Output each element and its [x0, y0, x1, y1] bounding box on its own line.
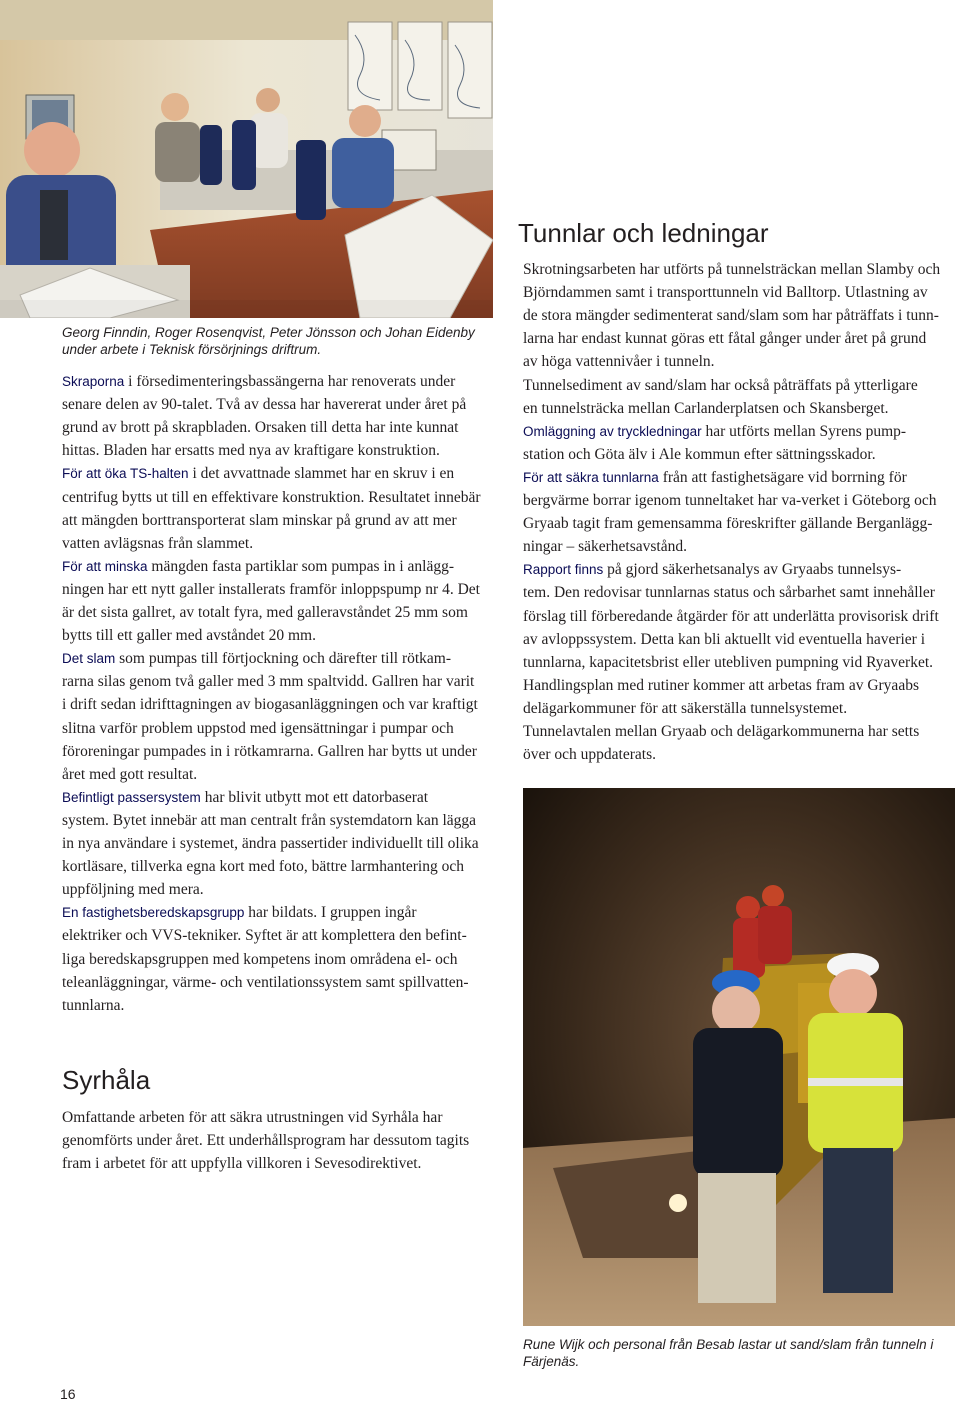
body-text-line	[523, 376, 918, 396]
body-text-line	[523, 260, 940, 280]
line-text: rarna silas genom två galler med 3 mm spaltvidd. Gallren har varit	[62, 673, 475, 691]
line-text: av avloppssystem. Detta kan bli aktuellt vid eventuella haverier i	[523, 630, 926, 648]
line-text: vatten avlägsnas från slammet.	[62, 534, 254, 552]
line-text: året med gott resultat.	[62, 765, 198, 783]
body-text-line	[523, 699, 847, 719]
line-text: har utförts mellan Syrens pump-	[701, 422, 907, 440]
body-text-line	[523, 352, 715, 372]
line-text: larna har endast kunnat göras ett fåtal gånger under året på grund	[523, 330, 927, 348]
body-text-line	[523, 422, 906, 442]
body-text-line	[523, 537, 687, 557]
syrhala-heading: Syrhåla	[62, 1065, 151, 1095]
line-text: uppföljning med mera.	[62, 881, 204, 899]
body-text-line	[523, 676, 919, 696]
office-photo	[0, 0, 493, 318]
line-text: som pumpas till förtjockning och därefter till rötkam-	[115, 650, 452, 668]
line-text: tunnlarna.	[62, 996, 125, 1014]
tunnlar-heading: Tunnlar och ledningar	[518, 218, 769, 248]
line-text: system. Bytet innebär att man centralt från systemdatorn kan lägga	[62, 811, 477, 829]
line-text: en tunnelsträcka mellan Carlanderplatsen och Skansberget.	[523, 399, 889, 417]
body-text-line	[62, 511, 457, 531]
body-text-line	[62, 742, 477, 762]
body-text-line	[62, 719, 454, 739]
body-text-line	[523, 607, 939, 627]
line-text: slitna varför problem uppstod med igensättningar i pumpar och	[62, 719, 454, 737]
line-text: centrifug bytts ut till en effektivare konstruktion. Resultatet innebär	[62, 488, 481, 506]
tunnel-photo-caption: Rune Wijk och personal från Besab lastar ut sand/slam från tunneln i	[523, 1337, 934, 1352]
line-text: ningar – säkerhetsavstånd.	[523, 538, 687, 556]
keyword-lead: Skraporna	[62, 374, 125, 389]
line-text: tem. Den redovisar tunnlarnas status och sårbarhet samt innehåller	[523, 584, 935, 602]
body-text-line	[62, 534, 253, 554]
body-text-line	[62, 996, 124, 1016]
body-text-line	[62, 557, 454, 577]
line-text: förslag till förberedande åtgärder för att underlätta provisorisk drift	[523, 607, 939, 625]
body-text-line	[62, 834, 479, 854]
line-text: i det avvattnade slammet har en skruv i en	[188, 465, 455, 483]
keyword-lead: En fastighetsberedskapsgrupp	[62, 905, 245, 921]
syrhala-paragraph-line: genomförts under året. Ett underhållsprogram har dessutom tagits	[62, 1132, 470, 1149]
body-text-line	[62, 926, 467, 946]
body-text-line	[62, 811, 476, 831]
line-text: bytts till ett galler med avståndet 20 mm.	[62, 627, 316, 645]
line-text: grund av brott på skrapbladen. Orsaken till detta har inte kunnat	[62, 419, 459, 437]
line-text: Björndammen samt i transporttunneln vid Balltorp. Utlastning av	[523, 284, 928, 302]
body-text-line	[62, 695, 478, 715]
body-text-line	[523, 653, 933, 673]
keyword-lead: Omläggning av tryckledningar	[523, 423, 702, 439]
body-text-line	[62, 441, 440, 461]
page-number: 16	[60, 1386, 76, 1402]
line-text: senare delen av 90-talet. Två av dessa har havererat under året på	[62, 396, 467, 414]
body-text-line	[62, 649, 451, 669]
office-photo-caption: Georg Finndin, Roger Rosenqvist, Peter Jönsson och Johan Eidenby	[62, 325, 475, 340]
keyword-lead: För att minska	[62, 558, 148, 574]
line-text: har blivit utbytt mot ett datorbaserat	[200, 788, 429, 806]
line-text: på gjord säkerhetsanalys av Gryaabs tunnelsys-	[603, 561, 902, 579]
syrhala-paragraph-line: fram i arbetet för att uppfylla villkoren i Sevesodirektivet.	[62, 1155, 422, 1172]
body-text-line	[523, 745, 656, 765]
tunnel-photo	[523, 788, 955, 1326]
body-text-line	[523, 491, 936, 511]
office-photo-caption: under arbete i Teknisk försörjnings driftrum.	[62, 342, 322, 357]
keyword-lead: För att säkra tunnlarna	[523, 469, 659, 485]
line-text: station och Göta älv i Ale kommun efter sättningsskador.	[523, 445, 876, 463]
line-text: från att fastighetsägare vid borrning för	[658, 468, 907, 486]
line-text: mängden fasta partiklar som pumpas in i anlägg-	[147, 557, 455, 575]
line-text: över och uppdaterats.	[523, 746, 656, 764]
body-text-line	[62, 765, 197, 785]
line-text: Skrotningsarbeten har utförts på tunnelsträckan mellan Slamby och	[523, 261, 941, 278]
body-text-line	[62, 788, 428, 808]
line-text: har bildats. I gruppen ingår	[244, 904, 417, 922]
line-text: liga beredskapsgruppen med kompetens inom områdena el- och	[62, 950, 458, 968]
body-text-line	[523, 329, 926, 349]
line-text: att mängden borttransporterat slam minskar på grund av att mer	[62, 511, 457, 529]
line-text: elektriker och VVS-tekniker. Syftet är att komplettera den befint-	[62, 927, 467, 945]
line-text: i drift sedan idrifttagningen av biogasanläggningen och var kraftigt	[62, 696, 478, 714]
line-text: teleanläggningar, värme- och ventilationssystem samt spillvatten-	[62, 973, 469, 991]
body-text-line	[62, 464, 454, 484]
line-text: av höga vattennivåer i tunneln.	[523, 353, 715, 371]
line-text: tunnlarna, kapacitetsbrist eller utebliven pumpning vid Ryaverket.	[523, 653, 934, 671]
body-text-line	[523, 722, 919, 742]
keyword-lead: Rapport finns	[523, 562, 604, 578]
body-text-line	[523, 399, 889, 419]
line-text: Gryaab tagit fram gemensamma föreskrifter gällande Berganlägg-	[523, 515, 933, 533]
body-text-line	[523, 306, 939, 326]
body-text-line	[62, 973, 469, 993]
body-text-line	[62, 950, 458, 970]
body-text-line	[62, 672, 474, 692]
syrhala-paragraph-line: Omfattande arbeten för att säkra utrustningen vid Syrhåla har	[62, 1109, 443, 1126]
body-text-line	[62, 880, 204, 900]
line-text: in nya användare i systemet, ändra passertider individuellt till olika	[62, 835, 479, 852]
body-text-line	[62, 395, 466, 415]
keyword-lead: Befintligt passersystem	[62, 789, 201, 805]
body-text-line	[62, 580, 480, 600]
body-text-line	[62, 418, 458, 438]
body-text-line	[62, 626, 316, 646]
keyword-lead: För att öka TS-halten	[62, 466, 189, 482]
body-text-line	[523, 560, 901, 580]
line-text: ningen har ett nytt galler installerats framför inloppspump nr 4. Det	[62, 580, 480, 598]
body-text-line	[523, 283, 928, 303]
line-text: i försedimenteringsbassängerna har renoverats under	[124, 373, 456, 390]
body-text-line	[62, 372, 455, 392]
line-text: de stora mängder sedimenterat sand/slam som har påträffats i tunn-	[523, 307, 939, 325]
body-text-line	[62, 603, 468, 623]
line-text: Handlingsplan med rutiner kommer att arbetas fram av Gryaabs	[523, 676, 919, 694]
body-text-line	[523, 630, 925, 650]
tunnel-photo-caption: Färjenäs.	[523, 1354, 580, 1369]
body-text-line	[523, 445, 876, 465]
line-text: delägarkommuner för att säkerställa tunnelsystemet.	[523, 699, 848, 717]
body-text-line	[62, 903, 417, 923]
body-text-line	[62, 857, 464, 877]
keyword-lead: Det slam	[62, 651, 116, 667]
body-text-line	[523, 468, 907, 488]
body-text-line	[523, 514, 932, 534]
line-text: kortläsare, tillverka egna kort med foto, bättre larmhantering och	[62, 858, 464, 876]
line-text: bergvärme borrar igenom tunneltaket har va-verket i Göteborg och	[523, 492, 937, 509]
line-text: är det sista gallret, av totalt fyra, med galleravståndet 25 mm som	[62, 604, 468, 621]
line-text: Tunnelavtalen mellan Gryaab och delägarkommunerna har setts	[523, 723, 920, 740]
body-text-line	[62, 488, 481, 508]
line-text: hittas. Bladen har ersatts med nya av kraftigare konstruktion.	[62, 442, 440, 460]
line-text: Tunnelsediment av sand/slam har också påträffats på ytterligare	[523, 376, 918, 394]
body-text-line	[523, 583, 935, 603]
line-text: föroreningar pumpades in i rötkamrarna. Gallren har bytts ut under	[62, 742, 477, 760]
